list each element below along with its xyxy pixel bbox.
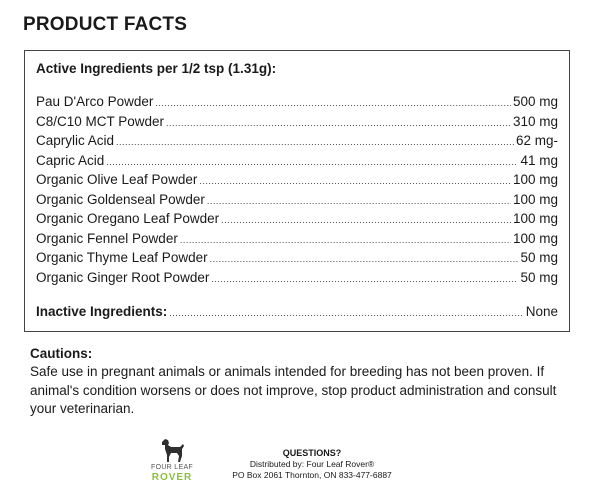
ingredient-name: Organic Oregano Leaf Powder [36, 211, 220, 226]
ingredient-row [36, 133, 558, 153]
dot-leader [106, 157, 518, 167]
inactive-ingredients-row [36, 304, 558, 324]
ingredient-amount: 100 mg [512, 230, 558, 246]
questions-heading: QUESTIONS? [282, 448, 342, 458]
logo-text-bottom: ROVER [151, 472, 193, 483]
contact-info [212, 448, 412, 481]
ingredient-row [36, 172, 558, 192]
brand-logo [142, 436, 202, 486]
ingredient-amount: 100 mg [512, 172, 558, 187]
dot-leader [210, 254, 519, 264]
ingredient-name: Pau D'Arco Powder [36, 94, 154, 109]
ingredient-name: Capric Acid [36, 152, 105, 168]
dot-leader [207, 196, 511, 206]
dot-leader [155, 98, 511, 108]
inactive-ingredients-label: Inactive Ingredients: [36, 304, 168, 319]
ingredient-row [36, 270, 558, 290]
inactive-ingredients-value: None [525, 304, 558, 319]
ingredient-amount: 310 mg [512, 113, 558, 129]
ingredient-amount: 500 mg [512, 94, 558, 109]
product-facts-box [24, 50, 570, 332]
ingredient-amount: 50 mg [520, 269, 558, 285]
ingredient-row [36, 231, 558, 251]
ingredient-row [36, 250, 558, 270]
ingredient-name: Organic Thyme Leaf Powder [36, 250, 208, 265]
cautions-heading: Cautions: [30, 346, 93, 361]
ingredient-amount: 62 mg- [515, 133, 558, 148]
ingredient-amount: 100 mg [512, 191, 558, 207]
distributor-line: Distributed by: Four Leaf Rover® [249, 459, 375, 469]
dog-silhouette-icon [158, 436, 186, 464]
dot-leader [169, 308, 523, 318]
dot-leader [116, 137, 514, 147]
ingredient-amount: 100 mg [512, 211, 558, 226]
dot-leader [180, 235, 511, 245]
address-line: PO Box 2061 Thornton, ON 833-477-6887 [232, 470, 392, 480]
ingredient-name: Organic Olive Leaf Powder [36, 172, 198, 187]
ingredient-row [36, 114, 558, 134]
dot-leader [221, 215, 511, 225]
dot-leader [166, 118, 511, 128]
active-ingredients-heading: Active Ingredients per 1/2 tsp (1.31g): [36, 61, 277, 76]
ingredient-row [36, 94, 558, 114]
ingredient-amount: 41 mg [520, 152, 558, 168]
ingredient-name: Organic Fennel Powder [36, 230, 178, 246]
dot-leader [211, 274, 518, 284]
page-title: PRODUCT FACTS [23, 14, 188, 35]
ingredient-name: Organic Goldenseal Powder [36, 191, 205, 207]
ingredient-name: Caprylic Acid [36, 133, 115, 148]
ingredient-row [36, 153, 558, 173]
logo-text-top: FOUR LEAF [151, 464, 193, 471]
ingredient-row [36, 192, 558, 212]
ingredient-name: C8/C10 MCT Powder [36, 113, 165, 129]
dot-leader [199, 176, 511, 186]
ingredient-name: Organic Ginger Root Powder [36, 269, 210, 285]
cautions-text: Safe use in pregnant animals or animals intended for breeding has not been proven. If animal's condition worsens or does not improve, stop product administration and consult your veterinarian. [30, 364, 557, 416]
ingredient-amount: 50 mg [520, 250, 558, 265]
ingredient-row [36, 211, 558, 231]
ingredient-list [36, 94, 558, 289]
